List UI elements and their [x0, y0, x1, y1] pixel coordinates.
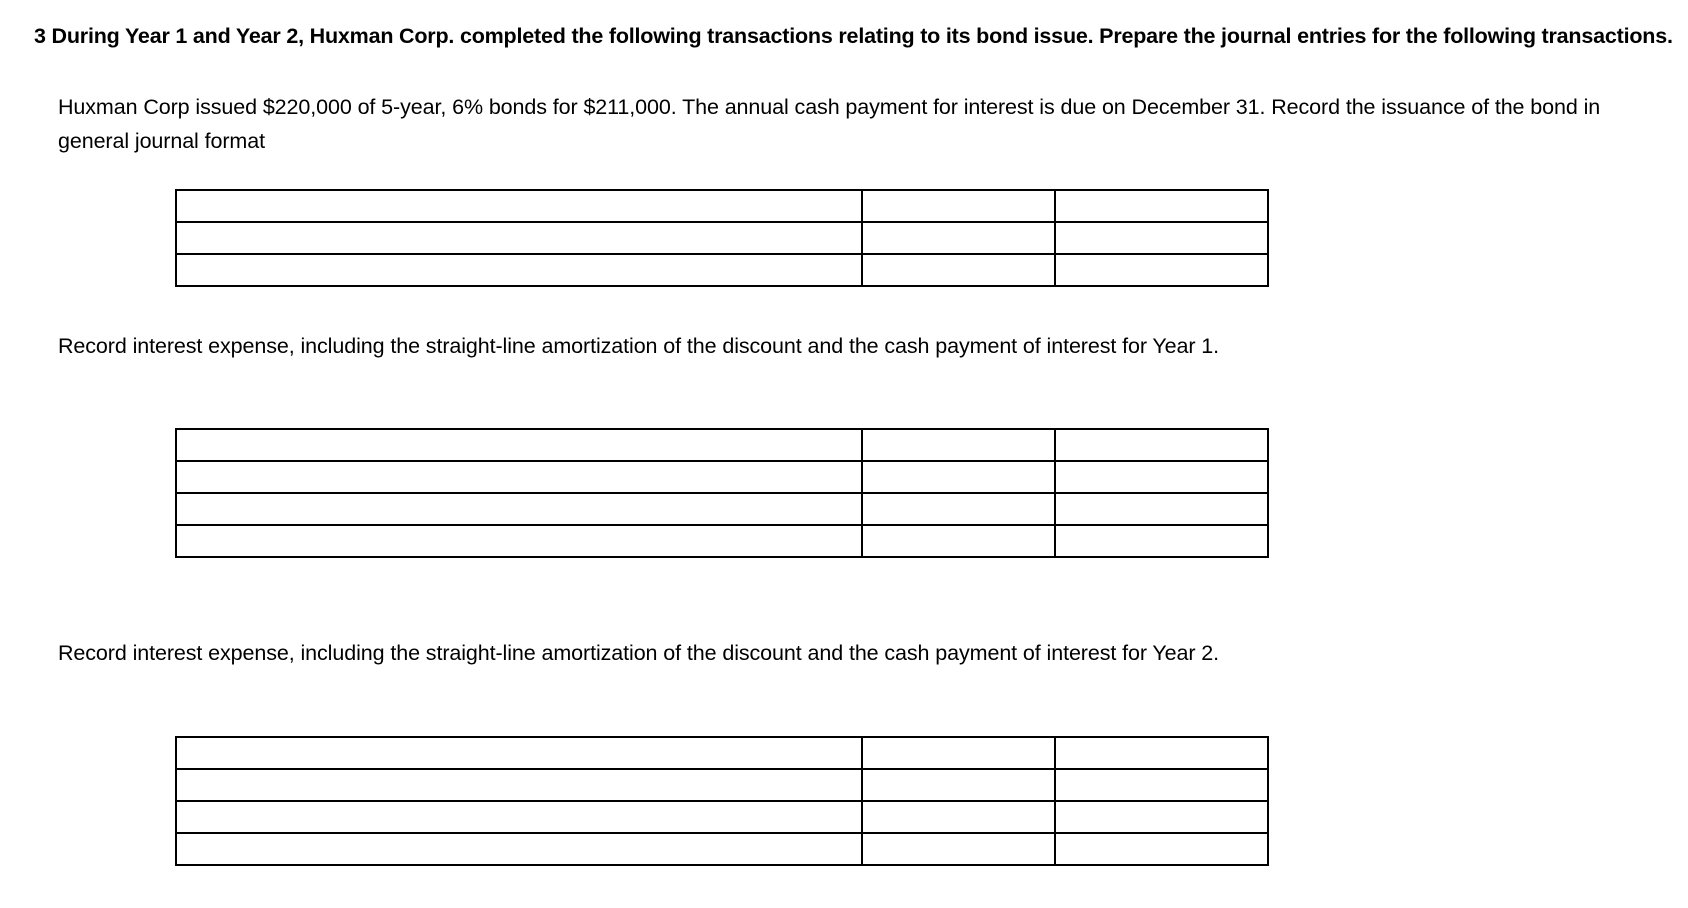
journal-table-issuance — [175, 189, 1269, 287]
credit-cell[interactable] — [1055, 769, 1268, 801]
part1-instructions: Huxman Corp issued $220,000 of 5-year, 6% bonds for $211,000. The annual cash payment for interest is due on December 31. Record the issuance of the bond in general journal format — [58, 95, 1601, 153]
account-cell[interactable] — [176, 493, 862, 525]
debit-cell[interactable] — [862, 222, 1055, 254]
journal-row — [176, 190, 1268, 222]
credit-cell[interactable] — [1055, 737, 1268, 769]
debit-cell[interactable] — [862, 833, 1055, 865]
journal-row — [176, 833, 1268, 865]
debit-cell[interactable] — [862, 429, 1055, 461]
journal-row — [176, 801, 1268, 833]
debit-cell[interactable] — [862, 461, 1055, 493]
part2-instructions: Record interest expense, including the straight-line amortization of the discount and the cash payment of interest for Year 1. — [58, 334, 1220, 358]
credit-cell[interactable] — [1055, 801, 1268, 833]
journal-row — [176, 525, 1268, 557]
account-cell[interactable] — [176, 833, 862, 865]
account-cell[interactable] — [176, 461, 862, 493]
debit-cell[interactable] — [862, 493, 1055, 525]
credit-cell[interactable] — [1055, 190, 1268, 222]
part3-instructions: Record interest expense, including the straight-line amortization of the discount and the cash payment of interest for Year 2. — [58, 641, 1220, 665]
journal-table-year1 — [175, 428, 1269, 558]
journal-row — [176, 769, 1268, 801]
account-cell[interactable] — [176, 769, 862, 801]
credit-cell[interactable] — [1055, 254, 1268, 286]
credit-cell[interactable] — [1055, 493, 1268, 525]
debit-cell[interactable] — [862, 801, 1055, 833]
journal-row — [176, 254, 1268, 286]
debit-cell[interactable] — [862, 190, 1055, 222]
credit-cell[interactable] — [1055, 222, 1268, 254]
account-cell[interactable] — [176, 429, 862, 461]
credit-cell[interactable] — [1055, 525, 1268, 557]
credit-cell[interactable] — [1055, 429, 1268, 461]
journal-row — [176, 222, 1268, 254]
account-cell[interactable] — [176, 222, 862, 254]
journal-row — [176, 429, 1268, 461]
account-cell[interactable] — [176, 190, 862, 222]
debit-cell[interactable] — [862, 737, 1055, 769]
question-heading: 3 During Year 1 and Year 2, Huxman Corp. completed the following transactions relating to its bond issue. Prepare the journal entries for the following transactions. — [34, 24, 1673, 48]
account-cell[interactable] — [176, 737, 862, 769]
account-cell[interactable] — [176, 525, 862, 557]
credit-cell[interactable] — [1055, 461, 1268, 493]
credit-cell[interactable] — [1055, 833, 1268, 865]
debit-cell[interactable] — [862, 769, 1055, 801]
journal-table-year2 — [175, 736, 1269, 866]
journal-row — [176, 493, 1268, 525]
account-cell[interactable] — [176, 254, 862, 286]
debit-cell[interactable] — [862, 254, 1055, 286]
debit-cell[interactable] — [862, 525, 1055, 557]
journal-row — [176, 737, 1268, 769]
account-cell[interactable] — [176, 801, 862, 833]
journal-row — [176, 461, 1268, 493]
